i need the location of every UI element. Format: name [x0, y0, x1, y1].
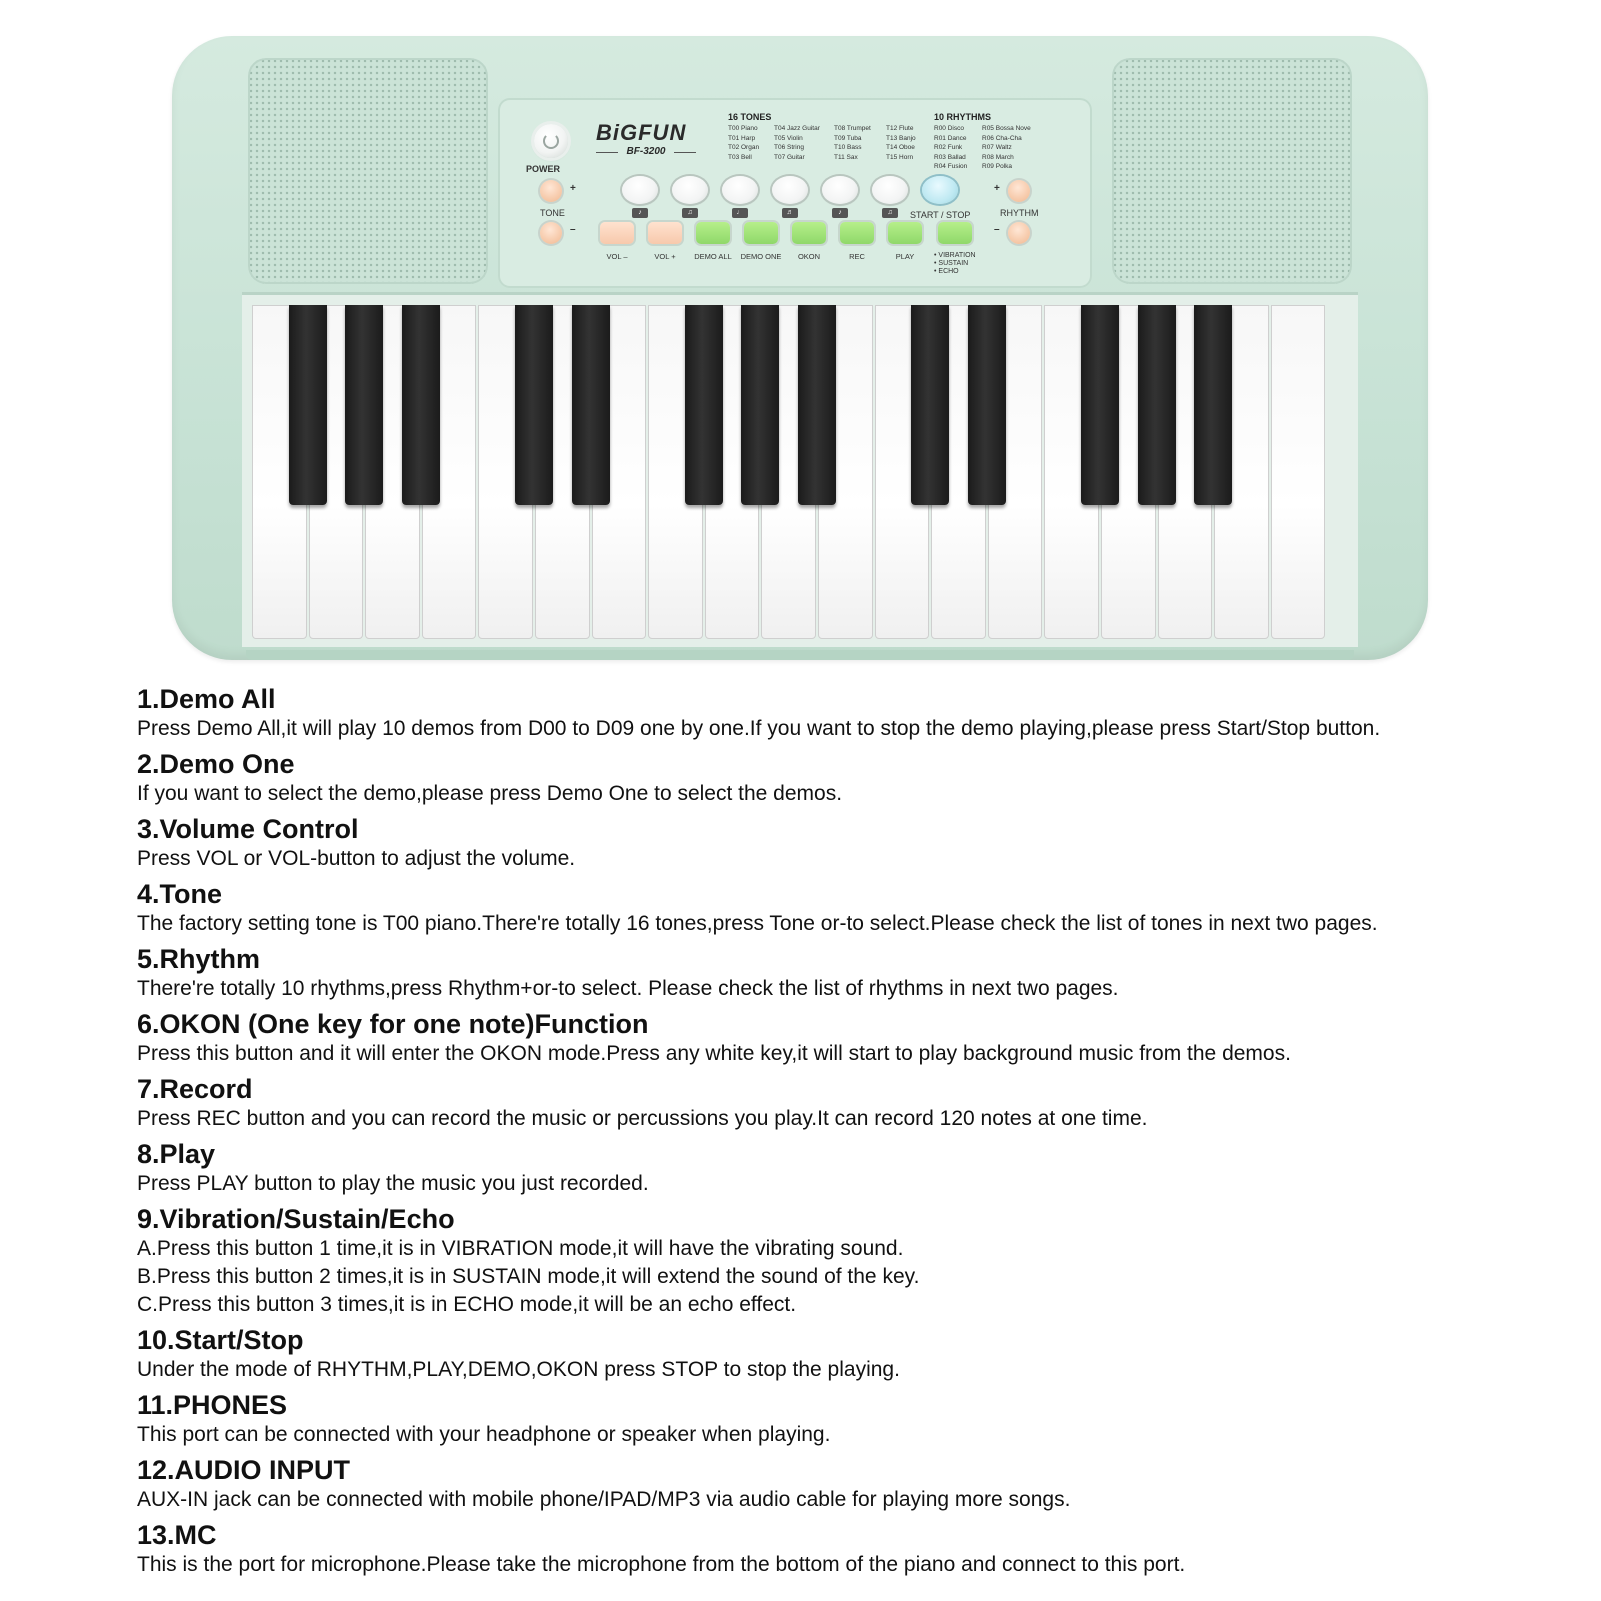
tone-minus-button[interactable]: [540, 222, 562, 244]
power-icon: [543, 133, 559, 149]
rec-label: REC: [849, 252, 865, 261]
vol-plus-button[interactable]: [648, 222, 682, 244]
play-button[interactable]: [888, 222, 922, 244]
black-key[interactable]: [1194, 305, 1232, 505]
piano-icon: ♪: [632, 208, 648, 218]
black-key[interactable]: [515, 305, 553, 505]
instruction-list: [137, 684, 1577, 1585]
model-number: BF-3200: [596, 146, 696, 157]
flute-icon: ♫: [882, 208, 898, 218]
rhythms-column-2: R05 Bossa Nove R06 Cha-Cha R07 Waltz R08 March R09 Polka: [982, 125, 1031, 170]
black-key[interactable]: [402, 305, 440, 505]
black-key[interactable]: [741, 305, 779, 505]
violin-icon: ♬: [782, 208, 798, 218]
control-panel: [498, 98, 1092, 288]
instruction-section: [137, 1139, 1577, 1198]
section-title: 11.PHONES: [137, 1390, 288, 1420]
tone-select-button-6[interactable]: [872, 176, 908, 204]
plus-icon: +: [570, 183, 576, 194]
section-text: Press Demo All,it will play 10 demos from D00 to D09 one by one.If you want to stop the demo playing,please press Start/Stop button.: [137, 717, 1381, 740]
instruction-section: [137, 1204, 1577, 1319]
black-key[interactable]: [798, 305, 836, 505]
piano-keybed: [242, 292, 1358, 647]
keyboard-illustration: [172, 36, 1428, 660]
section-title: 4.Tone: [137, 879, 223, 909]
section-text: If you want to select the demo,please press Demo One to select the demos.: [137, 782, 843, 805]
instruction-section: [137, 1074, 1577, 1133]
section-text: AUX-IN jack can be connected with mobile phone/IPAD/MP3 via audio cable for playing more songs.: [137, 1488, 1071, 1511]
okon-button[interactable]: [792, 222, 826, 244]
instruction-section: [137, 814, 1577, 873]
instruction-section: [137, 1009, 1577, 1068]
section-title: 12.AUDIO INPUT: [137, 1455, 351, 1485]
instruction-section: [137, 944, 1577, 1003]
effects-label: • VIBRATION • SUSTAIN • ECHO: [934, 252, 976, 275]
section-title: 3.Volume Control: [137, 814, 359, 844]
vol-minus-button[interactable]: [600, 222, 634, 244]
section-text: This port can be connected with your headphone or speaker when playing.: [137, 1423, 831, 1446]
tones-column-4: T12 Flute T13 Banjo T14 Oboe T15 Horn: [886, 125, 916, 161]
instruction-section: [137, 684, 1577, 743]
brand-logo: BiGFUN: [596, 120, 687, 145]
section-title: 7.Record: [137, 1074, 253, 1104]
black-key[interactable]: [345, 305, 383, 505]
black-key[interactable]: [572, 305, 610, 505]
rhythms-column-1: R00 Disco R01 Dance R02 Funk R03 Ballad R04 Fusion: [934, 125, 968, 170]
instruction-section: [137, 749, 1577, 808]
demo-one-button[interactable]: [744, 222, 778, 244]
section-title: 8.Play: [137, 1139, 216, 1169]
plus-icon: +: [994, 183, 1000, 194]
vol-plus-label: VOL +: [654, 252, 676, 261]
black-key[interactable]: [1138, 305, 1176, 505]
section-title: 9.Vibration/Sustain/Echo: [137, 1204, 455, 1234]
section-title: 6.OKON (One key for one note)Function: [137, 1009, 649, 1039]
instruction-section: [137, 1455, 1577, 1514]
black-key[interactable]: [968, 305, 1006, 505]
demo-all-label: DEMO ALL: [694, 252, 732, 261]
black-key[interactable]: [1081, 305, 1119, 505]
black-key[interactable]: [685, 305, 723, 505]
section-text: The factory setting tone is T00 piano.There're totally 16 tones,press Tone or-to select.Please check the list of tones in next two pages.: [137, 912, 1378, 935]
instruction-section: [137, 1390, 1577, 1449]
tones-column-2: T04 Jazz Guitar T05 Violin T06 String T07 Guitar: [774, 125, 820, 161]
tone-label: TONE: [540, 208, 565, 218]
tone-select-button-1[interactable]: [622, 176, 658, 204]
tone-select-button-2[interactable]: [672, 176, 708, 204]
rhythms-title: 10 RHYTHMS: [934, 112, 992, 122]
section-text: Press VOL or VOL-button to adjust the volume.: [137, 847, 576, 870]
black-key[interactable]: [911, 305, 949, 505]
section-title: 1.Demo All: [137, 684, 276, 714]
section-text: This is the port for microphone.Please take the microphone from the bottom of the piano and connect to this port.: [137, 1553, 1186, 1576]
section-title: 10.Start/Stop: [137, 1325, 304, 1355]
tone-plus-button[interactable]: [540, 180, 562, 202]
rec-button[interactable]: [840, 222, 874, 244]
instruction-section: [137, 879, 1577, 938]
section-text: B.Press this button 2 times,it is in SUSTAIN mode,it will extend the sound of the key.: [137, 1265, 920, 1288]
section-title: 2.Demo One: [137, 749, 295, 779]
tone-select-button-5[interactable]: [822, 176, 858, 204]
black-key[interactable]: [289, 305, 327, 505]
tone-select-button-4[interactable]: [772, 176, 808, 204]
play-label: PLAY: [895, 252, 915, 261]
power-button[interactable]: [534, 124, 568, 158]
instruction-section: [137, 1325, 1577, 1384]
section-text: Press PLAY button to play the music you just recorded.: [137, 1172, 649, 1195]
section-title: 5.Rhythm: [137, 944, 261, 974]
section-text: There're totally 10 rhythms,press Rhythm+or-to select. Please check the list of rhythms in next two pages.: [137, 977, 1119, 1000]
tones-column-1: T00 Piano T01 Harp T02 Organ T03 Bell: [728, 125, 760, 161]
power-label: POWER: [526, 164, 561, 174]
tones-title: 16 TONES: [728, 112, 772, 122]
tone-select-button-3[interactable]: [722, 176, 758, 204]
right-speaker-grille: [1112, 58, 1352, 284]
vol-minus-label: VOL –: [606, 252, 628, 261]
section-text: A.Press this button 1 time,it is in VIBRATION mode,it will have the vibrating sound.: [137, 1237, 904, 1260]
guitar-icon: ♩: [732, 208, 748, 218]
rhythm-label: RHYTHM: [1000, 208, 1039, 218]
okon-label: OKON: [797, 252, 821, 261]
white-key[interactable]: [1271, 305, 1326, 639]
drum-icon: ♪: [832, 208, 848, 218]
rhythm-plus-minus-button[interactable]: [1008, 222, 1030, 244]
start-stop-button[interactable]: [922, 176, 958, 204]
rhythm-plus-button[interactable]: [1008, 180, 1030, 202]
instruction-section: [137, 1520, 1577, 1579]
demo-one-label: DEMO ONE: [740, 252, 782, 261]
tones-column-3: T08 Trumpet T09 Tuba T10 Bass T11 Sax: [834, 125, 871, 161]
left-speaker-grille: [248, 58, 488, 284]
section-text: Under the mode of RHYTHM,PLAY,DEMO,OKON press STOP to stop the playing.: [137, 1358, 900, 1381]
start-stop-label: START / STOP: [910, 210, 971, 220]
section-text: C.Press this button 3 times,it is in ECHO mode,it will be an echo effect.: [137, 1293, 797, 1316]
minus-icon: –: [994, 224, 1000, 235]
minus-icon: –: [570, 224, 576, 235]
organ-icon: ♫: [682, 208, 698, 218]
section-text: Press REC button and you can record the music or percussions you play.It can record 120 notes at one time.: [137, 1107, 1148, 1130]
demo-all-button[interactable]: [696, 222, 730, 244]
section-title: 13.MC: [137, 1520, 217, 1550]
effects-button[interactable]: [938, 222, 972, 244]
section-text: Press this button and it will enter the OKON mode.Press any white key,it will start to play background music from the demos.: [137, 1042, 1291, 1065]
